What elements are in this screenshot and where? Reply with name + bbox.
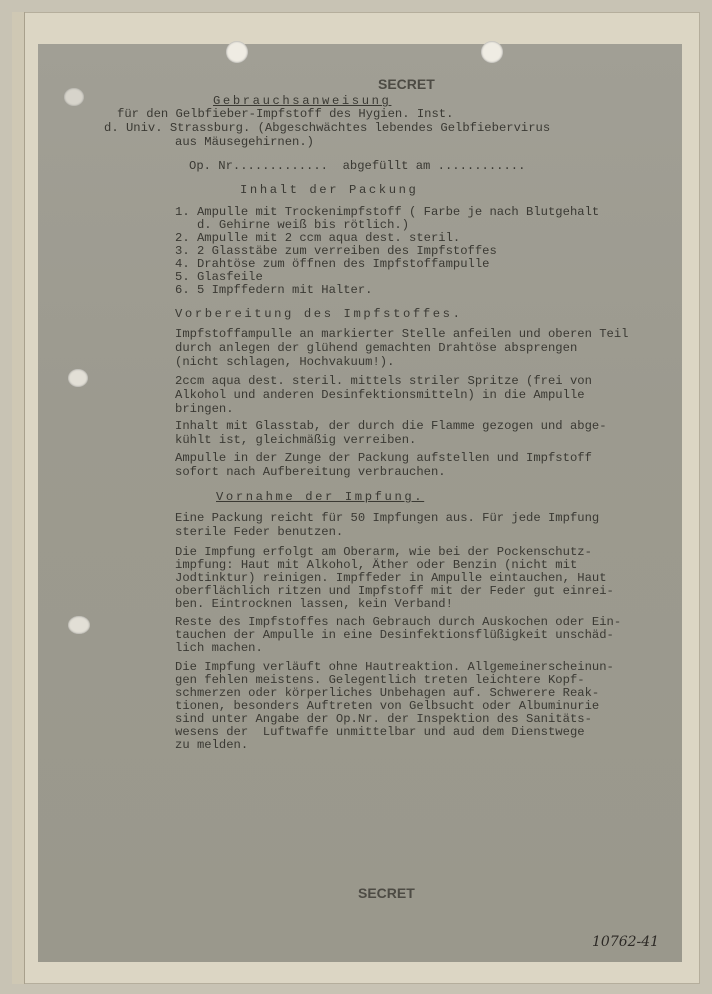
- paragraph-line: kühlt ist, gleichmäßig verreiben.: [175, 433, 417, 447]
- header-line-3: aus Mäusegehirnen.): [175, 135, 314, 149]
- paragraph-line: oberflächlich ritzen und Impfstoff mit der Feder gut einrei-: [175, 584, 614, 598]
- paragraph-line: ben. Eintrocknen lassen, kein Verband!: [175, 597, 453, 611]
- punch-hole-left-1: [64, 88, 84, 106]
- paragraph-line: Ampulle in der Zunge der Packung aufstellen und Impfstoff: [175, 451, 592, 465]
- paragraph-line: schmerzen oder körperliches Unbehagen auf. Schwerere Reak-: [175, 686, 600, 700]
- header-line-1: für den Gelbfieber-Impfstoff des Hygien. Inst.: [117, 107, 454, 121]
- paragraph-line: Reste des Impfstoffes nach Gebrauch durch Auskochen oder Ein-: [175, 615, 622, 629]
- paragraph-line: sofort nach Aufbereitung verbrauchen.: [175, 465, 446, 479]
- paragraph-line: zu melden.: [175, 738, 249, 752]
- paragraph-line: wesens der Luftwaffe unmittelbar und aud dem Dienstwege: [175, 725, 585, 739]
- punch-hole-left-2: [68, 369, 88, 387]
- punch-hole-top-right: [481, 41, 503, 63]
- paragraph-line: Die Impfung erfolgt am Oberarm, wie bei der Pockenschutz-: [175, 545, 592, 559]
- list-item: 2. Ampulle mit 2 ccm aqua dest. steril.: [175, 231, 461, 245]
- paragraph-line: impfung: Haut mit Alkohol, Äther oder Benzin (nicht mit: [175, 558, 578, 572]
- list-item: 4. Drahtöse zum öffnen des Impfstoffampulle: [175, 257, 490, 271]
- paragraph-line: gen fehlen meistens. Gelegentlich treten leichtere Kopf-: [175, 673, 585, 687]
- list-item: 1. Ampulle mit Trockenimpfstoff ( Farbe je nach Blutgehalt: [175, 205, 600, 219]
- paragraph-line: lich machen.: [175, 641, 263, 655]
- paragraph-line: Jodtinktur) reinigen. Impffeder in Ampulle eintauchen, Haut: [175, 571, 607, 585]
- vorbereitung-heading: Vorbereitung des Impfstoffes.: [175, 307, 463, 321]
- archive-number: 10762-41: [592, 934, 660, 950]
- list-item: 3. 2 Glasstäbe zum verreiben des Impfstoffes: [175, 244, 497, 258]
- op-number-line: Op. Nr............. abgefüllt am ............: [189, 159, 526, 173]
- paragraph-line: Inhalt mit Glasstab, der durch die Flamme gezogen und abge-: [175, 419, 607, 433]
- secret-stamp-top: SECRET: [378, 76, 435, 92]
- list-item: 5. Glasfeile: [175, 270, 263, 284]
- paragraph-line: Eine Packung reicht für 50 Impfungen aus. Für jede Impfung: [175, 511, 600, 525]
- paragraph-line: tionen, besonders Auftreten von Gelbsucht oder Albuminurie: [175, 699, 600, 713]
- paragraph-line: Alkohol und anderen Desinfektionsmitteln) in die Ampulle: [175, 388, 585, 402]
- binding-strip: [12, 12, 25, 984]
- paragraph-line: bringen.: [175, 402, 234, 416]
- list-item: d. Gehirne weiß bis rötlich.): [175, 218, 410, 232]
- paragraph-line: sterile Feder benutzen.: [175, 525, 344, 539]
- paragraph-line: Die Impfung verläuft ohne Hautreaktion. Allgemeinerscheinun-: [175, 660, 614, 674]
- paragraph-line: Impfstoffampulle an markierter Stelle anfeilen und oberen Teil: [175, 327, 629, 341]
- paragraph-line: sind unter Angabe der Op.Nr. der Inspektion des Sanitäts-: [175, 712, 592, 726]
- secret-stamp-bottom: SECRET: [358, 885, 415, 901]
- punch-hole-top-left: [226, 41, 248, 63]
- list-item: 6. 5 Impffedern mit Halter.: [175, 283, 373, 297]
- paragraph-line: (nicht schlagen, Hochvakuum!).: [175, 355, 395, 369]
- punch-hole-left-3: [68, 616, 90, 634]
- impfung-heading: Vornahme der Impfung.: [216, 490, 425, 504]
- document-title: Gebrauchsanweisung: [213, 94, 392, 108]
- inhalt-heading: Inhalt der Packung: [240, 183, 419, 197]
- paragraph-line: durch anlegen der glühend gemachten Drahtöse absprengen: [175, 341, 578, 355]
- paragraph-line: 2ccm aqua dest. steril. mittels striler Spritze (frei von: [175, 374, 592, 388]
- header-line-2: d. Univ. Strassburg. (Abgeschwächtes lebendes Gelbfiebervirus: [104, 121, 551, 135]
- paragraph-line: tauchen der Ampulle in eine Desinfektionsflüßigkeit unschäd-: [175, 628, 614, 642]
